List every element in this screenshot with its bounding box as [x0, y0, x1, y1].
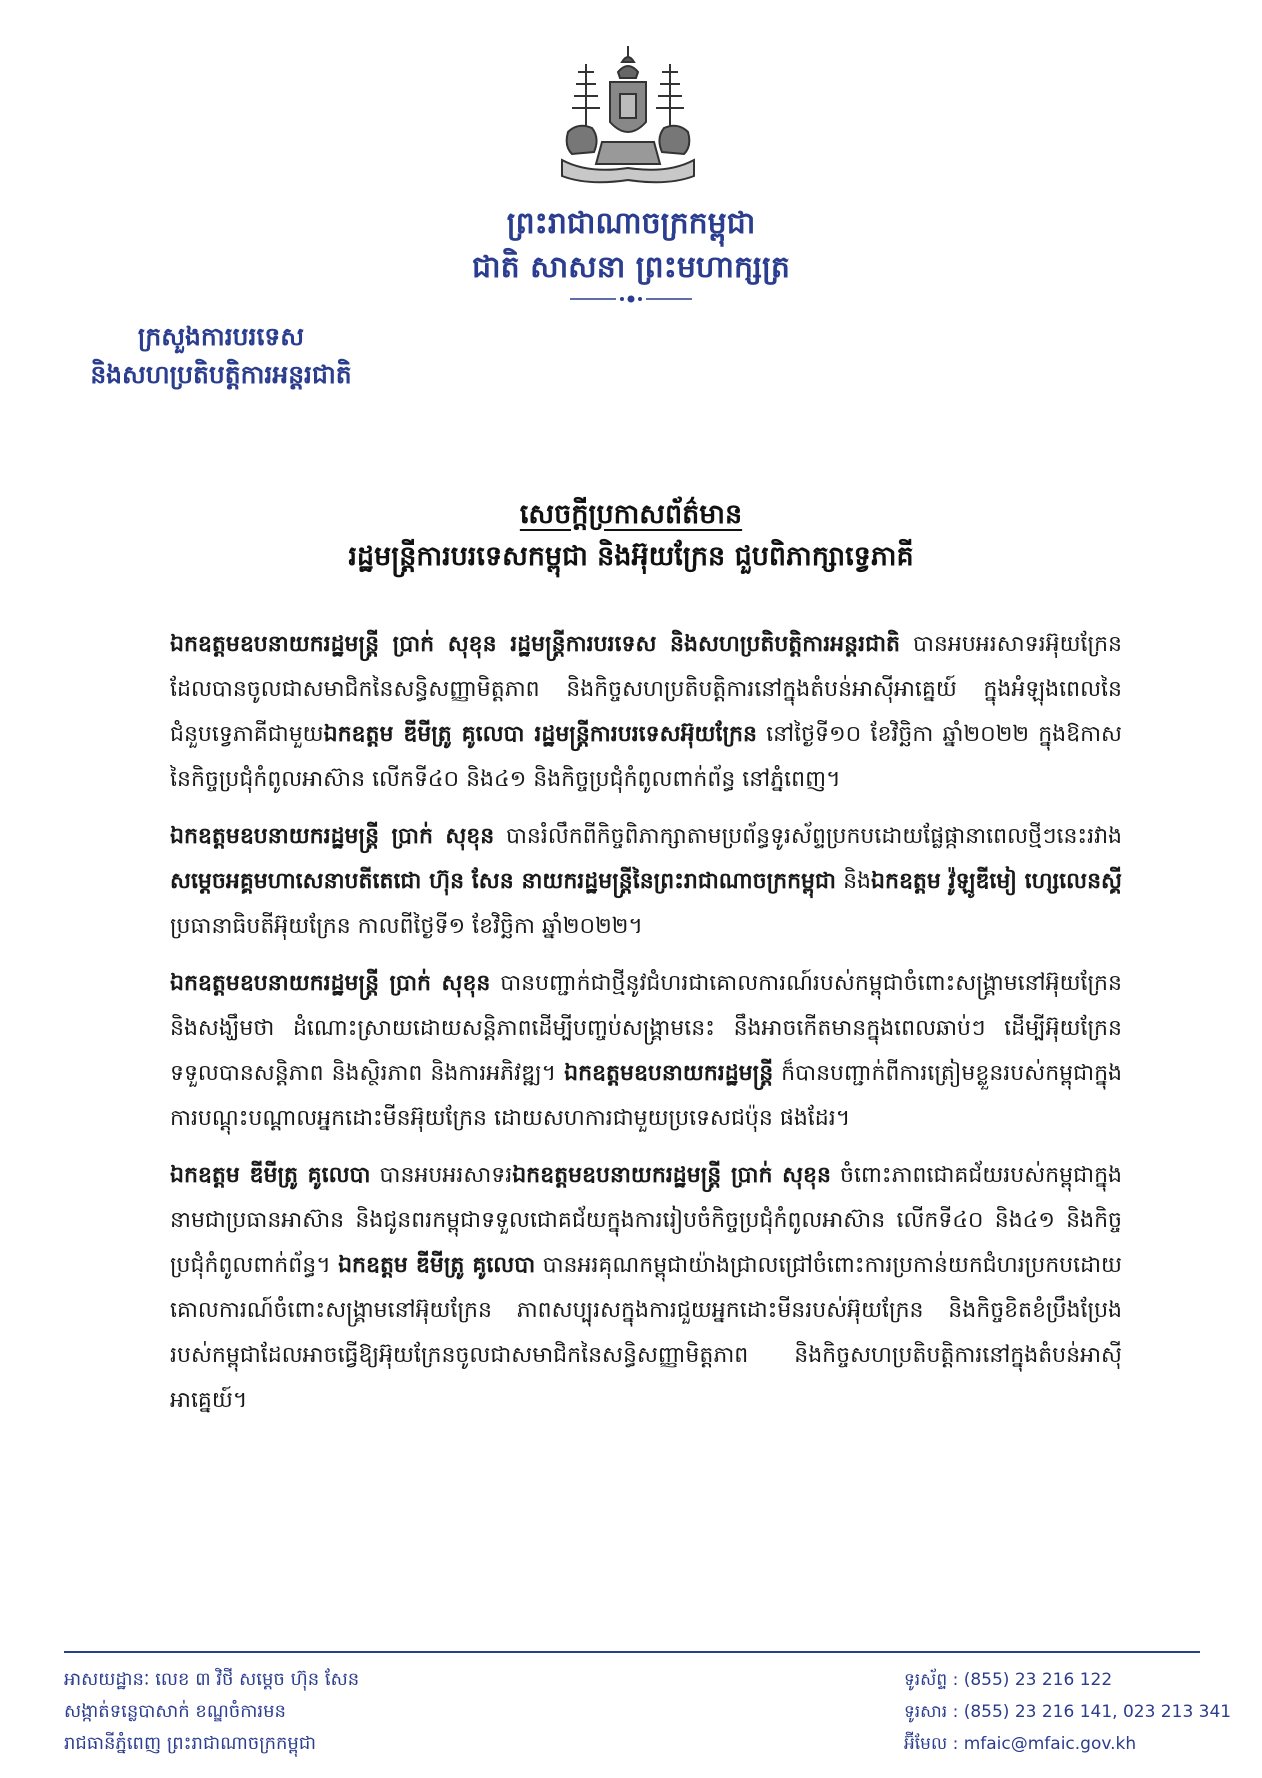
bold-name-run: សម្តេចអគ្គមហាសេនាបតីតេជោ ហ៊ុន សែន នាយករដ្ឋមន្ត្រីនៃព្រះរាជាណាចក្រកម្ពុជា [170, 869, 836, 894]
paragraph-4 [170, 1153, 1122, 1423]
bold-name-run: ឯកឧត្តមឧបនាយករដ្ឋមន្ត្រី ប្រាក់ សុខុន [512, 1163, 831, 1188]
ministry-name-line2: និងសហប្រតិបត្តិការអន្តរជាតិ [90, 360, 352, 389]
bold-name-run: ឯកឧត្តម ឌីមីត្រូ គូលេបា [170, 1163, 371, 1188]
address-line-1: អាសយដ្ឋានៈ លេខ ៣ វិថី សម្តេច ហ៊ុន សែន [64, 1669, 360, 1690]
text-run: បានអបអរសាទរអ៊ុយក្រែន ដែលបានចូលជាសមាជិកនៃសន្ធិសញ្ញាមិត្តភាព និងកិច្ចសហប្រតិបត្តិការនៅក្នុងតំបន់អាស៊ីអាគ្នេយ៍ ក្នុងអំឡុងពេលនៃជំនួបទ្វេភាគីជាមួយ [170, 632, 1122, 747]
national-motto: ជាតិ សាសនា ព្រះមហាក្សត្រ [472, 250, 790, 285]
bold-name-run: ឯកឧត្តមឧបនាយករដ្ឋមន្ត្រី ប្រាក់ សុខុន រដ្ឋមន្ត្រីការបរទេស និងសហប្រតិបត្តិការអន្តរជាតិ [170, 632, 901, 657]
address-line-2: សង្កាត់ទន្លេបាសាក់ ខណ្ឌចំការមន [64, 1701, 286, 1722]
bold-name-run: ឯកឧត្តម ឌីមីត្រូ គូលេបា រដ្ឋមន្ត្រីការបរទេសអ៊ុយក្រែន [323, 722, 757, 747]
ornament-divider-icon [570, 292, 692, 306]
text-run: និង [835, 869, 872, 894]
paragraph-3 [170, 961, 1122, 1141]
footer-address [64, 1664, 359, 1760]
text-run: នៅថ្ងៃទី១០ ខែវិច្ឆិកា ឆ្នាំ២០២២ ក្នុងឱកាសនៃកិច្ចប្រជុំកំពូលអាស៊ាន លើកទី៤០ និង៤១ និងកិច្ចប្រជុំកំពូលពាក់ព័ន្ធ នៅភ្នំពេញ។ [170, 722, 1122, 792]
text-run: ក៏បានបញ្ជាក់ពីការត្រៀមខ្លួនរបស់កម្ពុជាក្នុងការបណ្តុះបណ្តាលអ្នកដោះមីនអ៊ុយក្រែន ដោយសហការជាមួយប្រទេសជប៉ុន ផងដែរ។ [170, 1061, 1123, 1131]
text-run: បានរំលឹកពីកិច្ចពិភាក្សាតាមប្រព័ន្ធទូរស័ព្ទប្រកបដោយផ្លែផ្កានាពេលថ្មីៗនេះរវាង [494, 824, 1123, 849]
text-run: ប្រធានាធិបតីអ៊ុយក្រែន កាលពីថ្ងៃទី១ ខែវិច្ឆិកា ឆ្នាំ២០២២។ [170, 914, 643, 939]
footer-divider [64, 1651, 1200, 1653]
text-run: បានបញ្ជាក់ជាថ្មីនូវជំហរជាគោលការណ៍របស់កម្ពុជាចំពោះសង្គ្រាមនៅអ៊ុយក្រែន និងសង្ឃឹមថា ដំណោះស្រាយដោយសន្តិភាពដើម្បីបញ្ចប់សង្គ្រាមនេះ នឹងអាចកើតមានក្នុងពេលឆាប់ៗ ដើម្បីអ៊ុយក្រែនទទួលបានសន្តិភាព និងស្ថិរភាព និងការអភិវឌ្ឍ។ [170, 971, 1122, 1086]
contact-phone: ទូរស័ព្ទ : (855) 23 216 122 [904, 1670, 1113, 1690]
royal-coat-of-arms-icon [548, 42, 708, 192]
text-run: ចំពោះភាពជោគជ័យរបស់កម្ពុជាក្នុងនាមជាប្រធានអាស៊ាន និងជូនពរកម្ពុជាទទួលជោគជ័យក្នុងការរៀបចំកិច្ចប្រជុំកំពូលអាស៊ាន លើកទី៤០ និង៤១ និងកិច្ចប្រជុំកំពូលពាក់ព័ន្ធ។ [170, 1163, 1122, 1278]
footer-contact [904, 1664, 1231, 1760]
ministry-name-line1: ក្រសួងការបរទេស [137, 322, 305, 351]
document-subtitle: រដ្ឋមន្ត្រីការបរទេសកម្ពុជា និងអ៊ុយក្រែន ជួបពិភាក្សាទ្វេភាគី [348, 541, 914, 572]
document-title: សេចក្តីប្រកាសព័ត៌មាន [519, 499, 743, 530]
contact-email[interactable]: អ៊ីមែល : mfaic@mfaic.gov.kh [904, 1734, 1137, 1754]
text-run: បានអរគុណកម្ពុជាយ៉ាងជ្រាលជ្រៅចំពោះការប្រកាន់យកជំហរប្រកបដោយគោលការណ៍ចំពោះសង្គ្រាមនៅអ៊ុយក្រែន ភាពសប្បុរសក្នុងការជួយអ្នកដោះមីនរបស់អ៊ុយក្រែន និងកិច្ចខិតខំប្រឹងប្រែងរបស់កម្ពុជាដែលអាចធ្វើឱ្យអ៊ុយក្រែនចូលជាសមាជិកនៃសន្ធិសញ្ញាមិត្តភាព និងកិច្ចសហប្រតិបត្តិការនៅក្នុងតំបន់អាស៊ីអាគ្នេយ៍។ [170, 1253, 1123, 1413]
text-run: បានអបអរសាទរ [370, 1163, 513, 1188]
paragraph-1 [170, 622, 1122, 802]
bold-name-run: ឯកឧត្តមឧបនាយករដ្ឋមន្ត្រី ប្រាក់ សុខុន [170, 971, 491, 996]
address-line-3: រាជធានីភ្នំពេញ ព្រះរាជាណាចក្រកម្ពុជា [64, 1733, 316, 1754]
paragraph-2 [170, 814, 1122, 949]
bold-name-run: ឯកឧត្តមឧបនាយករដ្ឋមន្ត្រី ប្រាក់ សុខុន [170, 824, 495, 849]
press-release-body [170, 622, 1122, 1435]
bold-name-run: ឯកឧត្តមឧបនាយករដ្ឋមន្ត្រី [564, 1061, 774, 1086]
kingdom-name: ព្រះរាជាណាចក្រកម្ពុជា [506, 206, 756, 241]
contact-fax: ទូរសារ : (855) 23 216 141, 023 213 341 [904, 1702, 1232, 1722]
bold-name-run: ឯកឧត្តម វ៉ូឡូឌីមៀ ហ្សេលេនស្គី [871, 869, 1122, 894]
bold-name-run: ឯកឧត្តម ឌីមីត្រូ គូលេបា [338, 1253, 536, 1278]
